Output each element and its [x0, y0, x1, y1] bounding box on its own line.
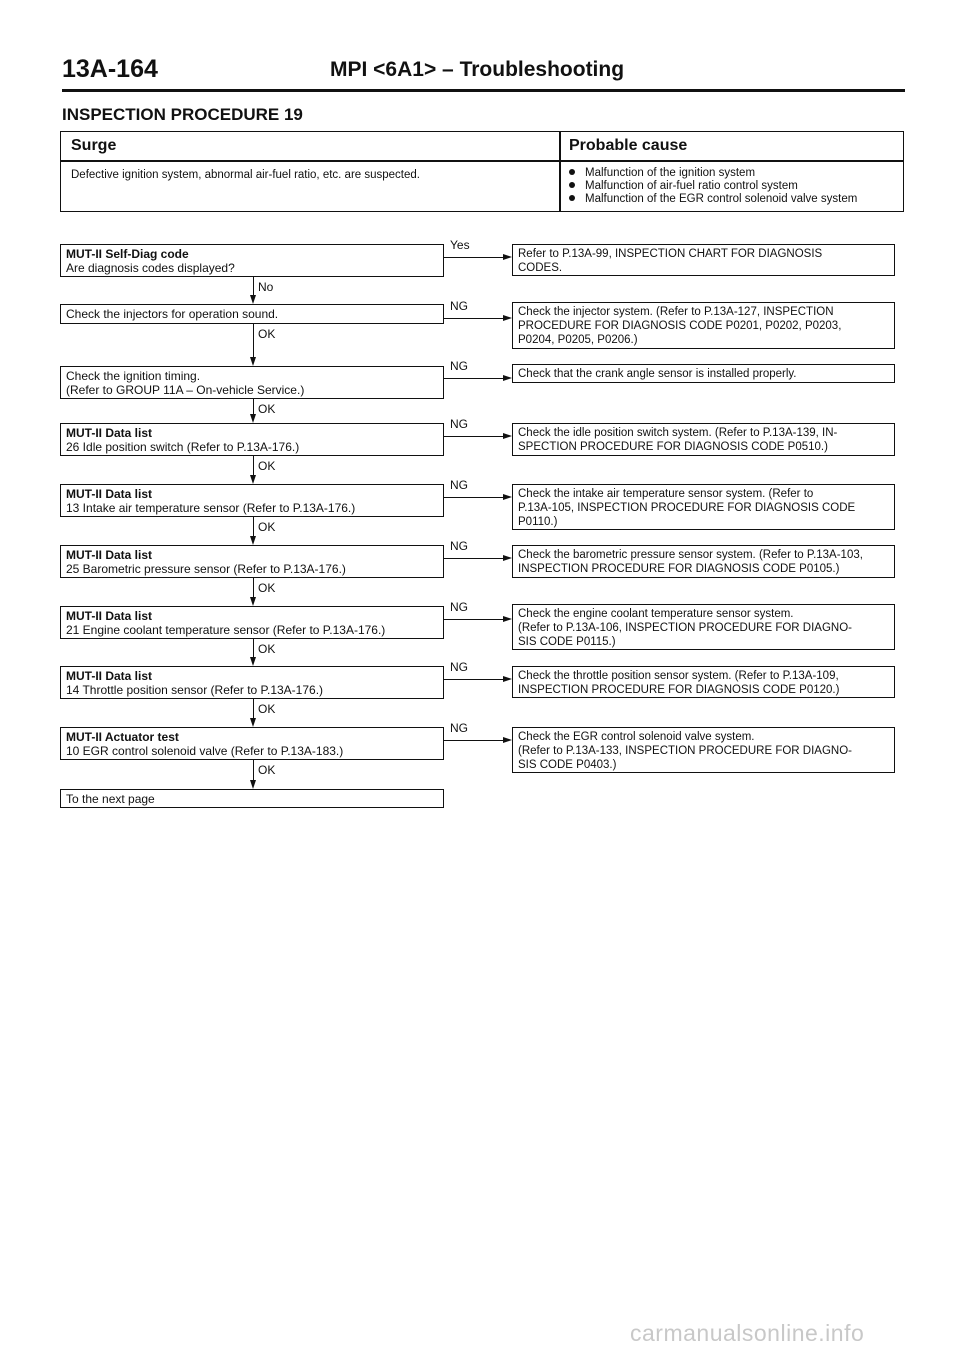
arrow-right-icon [503, 494, 512, 500]
branch-line [444, 619, 504, 620]
check-step-box [60, 727, 444, 760]
branch-label: NG [450, 478, 468, 492]
header-rule [62, 89, 905, 92]
arrow-down-icon [250, 295, 256, 304]
arrow-right-icon [503, 254, 512, 260]
arrow-down-icon [250, 780, 256, 789]
branch-label: NG [450, 299, 468, 313]
action-text: SIS CODE P0115.) [518, 636, 616, 648]
branch-line [444, 257, 504, 258]
action-text: Check the intake air temperature sensor system. (Refer to [518, 488, 814, 500]
branch-line [444, 497, 504, 498]
action-text: INSPECTION PROCEDURE FOR DIAGNOSIS CODE P0105.) [518, 563, 840, 575]
cause-item [569, 193, 857, 205]
check-step-text: 26 Idle position switch (Refer to P.13A-176.) [66, 440, 300, 454]
check-step-text: 25 Barometric pressure sensor (Refer to P.13A-176.) [66, 562, 346, 576]
branch-line [444, 558, 504, 559]
branch-line [444, 679, 504, 680]
arrow-right-icon [503, 315, 512, 321]
arrow-right-icon [503, 737, 512, 743]
cause-item [569, 180, 798, 192]
flow-result-label: OK [258, 520, 276, 534]
action-text: Check the EGR control solenoid valve system. [518, 731, 755, 743]
action-text: Check the engine coolant temperature sensor system. [518, 608, 794, 620]
action-text: P.13A-105, INSPECTION PROCEDURE FOR DIAGNOSIS CODE [518, 502, 856, 514]
flow-connector [253, 699, 254, 719]
action-text: Check the injector system. (Refer to P.13A-127, INSPECTION [518, 306, 834, 318]
action-text: Check the idle position switch system. (Refer to P.13A-139, IN- [518, 427, 838, 439]
flow-result-label: OK [258, 402, 276, 416]
action-text: CODES. [518, 262, 563, 274]
arrow-right-icon [503, 676, 512, 682]
symptom-heading: Surge [71, 137, 117, 154]
action-box [512, 604, 895, 650]
check-step-text: 21 Engine coolant temperature sensor (Refer to P.13A-176.) [66, 623, 386, 637]
branch-label: NG [450, 359, 468, 373]
action-text: (Refer to P.13A-133, INSPECTION PROCEDURE FOR DIAGNO- [518, 745, 853, 757]
section-title: MPI <6A1> – Troubleshooting [330, 58, 625, 81]
flow-result-label: OK [258, 327, 276, 341]
branch-label: NG [450, 721, 468, 735]
flow-connector [253, 277, 254, 296]
check-step-box [60, 606, 444, 639]
action-box [512, 666, 895, 698]
check-step-text: 13 Intake air temperature sensor (Refer to P.13A-176.) [66, 501, 356, 515]
check-step-box [60, 666, 444, 699]
action-box [512, 423, 895, 456]
arrow-right-icon [503, 375, 512, 381]
action-text: P0110.) [518, 516, 558, 528]
check-step-box [60, 423, 444, 456]
check-step-text: Are diagnosis codes displayed? [66, 261, 235, 275]
summary-table [60, 131, 904, 212]
bullet-icon [569, 169, 575, 175]
flow-result-label: No [258, 280, 274, 294]
check-step-text: MUT-II Data list [66, 669, 153, 683]
action-box [512, 364, 895, 383]
symptom-text: Defective ignition system, abnormal air-fuel ratio, etc. are suspected. [71, 169, 420, 181]
branch-label: NG [450, 660, 468, 674]
arrow-right-icon [503, 555, 512, 561]
action-text: Check that the crank angle sensor is installed properly. [518, 368, 797, 380]
next-page-box [60, 789, 444, 808]
arrow-down-icon [250, 357, 256, 366]
arrow-right-icon [503, 433, 512, 439]
action-text: Check the barometric pressure sensor system. (Refer to P.13A-103, [518, 549, 863, 561]
flow-result-label: OK [258, 702, 276, 716]
branch-line [444, 436, 504, 437]
arrow-down-icon [250, 414, 256, 423]
action-box [512, 727, 895, 773]
check-step-text: 14 Throttle position sensor (Refer to P.13A-176.) [66, 683, 324, 697]
flow-result-label: OK [258, 581, 276, 595]
check-step-text: MUT-II Data list [66, 426, 153, 440]
check-step-box [60, 366, 444, 399]
arrow-down-icon [250, 475, 256, 484]
next-page-text: To the next page [66, 792, 155, 806]
flow-result-label: OK [258, 763, 276, 777]
action-text: P0204, P0205, P0206.) [518, 334, 638, 346]
check-step-text: MUT-II Self-Diag code [66, 247, 189, 261]
check-step-box [60, 484, 444, 517]
branch-label: NG [450, 417, 468, 431]
check-step-text: MUT-II Actuator test [66, 730, 179, 744]
flow-connector [253, 517, 254, 537]
flow-connector [253, 324, 254, 358]
branch-label: Yes [450, 238, 470, 252]
bullet-icon [569, 195, 575, 201]
branch-line [444, 740, 504, 741]
flow-connector [253, 760, 254, 781]
flow-connector [253, 456, 254, 476]
action-box [512, 244, 895, 276]
watermark: carmanualsonline.info [630, 1320, 865, 1346]
branch-label: NG [450, 539, 468, 553]
cause-item-text: Malfunction of the ignition system [585, 167, 756, 179]
arrow-right-icon [503, 616, 512, 622]
flow-result-label: OK [258, 642, 276, 656]
cause-item-text: Malfunction of the EGR control solenoid valve system [585, 193, 858, 205]
branch-label: NG [450, 600, 468, 614]
check-step-text: (Refer to GROUP 11A – On-vehicle Service.) [66, 383, 305, 397]
arrow-down-icon [250, 657, 256, 666]
check-step-text: 10 EGR control solenoid valve (Refer to P.13A-183.) [66, 744, 344, 758]
flow-connector [253, 399, 254, 415]
action-box [512, 302, 895, 349]
action-text: Refer to P.13A-99, INSPECTION CHART FOR DIAGNOSIS [518, 248, 823, 260]
check-step-text: Check the injectors for operation sound. [66, 307, 279, 321]
action-text: PROCEDURE FOR DIAGNOSIS CODE P0201, P0202, P0203, [518, 320, 842, 332]
action-text: (Refer to P.13A-106, INSPECTION PROCEDURE FOR DIAGNO- [518, 622, 853, 634]
cause-heading: Probable cause [569, 137, 688, 154]
arrow-down-icon [250, 718, 256, 727]
summary-divider [61, 160, 903, 162]
flow-connector [253, 639, 254, 658]
procedure-title: INSPECTION PROCEDURE 19 [62, 105, 303, 124]
branch-line [444, 378, 504, 379]
action-box [512, 545, 895, 578]
branch-line [444, 318, 504, 319]
check-step-text: MUT-II Data list [66, 487, 153, 501]
check-step-text: MUT-II Data list [66, 609, 153, 623]
check-step-box [60, 244, 444, 277]
bullet-icon [569, 182, 575, 188]
flow-connector [253, 578, 254, 598]
check-step-text: Check the ignition timing. [66, 369, 201, 383]
action-box [512, 484, 895, 530]
action-text: SPECTION PROCEDURE FOR DIAGNOSIS CODE P0510.) [518, 441, 828, 453]
check-step-box [60, 545, 444, 578]
cause-item-text: Malfunction of air-fuel ratio control system [585, 180, 798, 192]
check-step-text: MUT-II Data list [66, 548, 153, 562]
arrow-down-icon [250, 597, 256, 606]
arrow-down-icon [250, 536, 256, 545]
action-text: Check the throttle position sensor system. (Refer to P.13A-109, [518, 670, 839, 682]
page-number: 13A-164 [62, 55, 158, 83]
action-text: SIS CODE P0403.) [518, 759, 617, 771]
check-step-box [60, 304, 444, 324]
summary-column-divider [559, 132, 561, 211]
flow-result-label: OK [258, 459, 276, 473]
cause-item [569, 167, 755, 179]
action-text: INSPECTION PROCEDURE FOR DIAGNOSIS CODE P0120.) [518, 684, 840, 696]
